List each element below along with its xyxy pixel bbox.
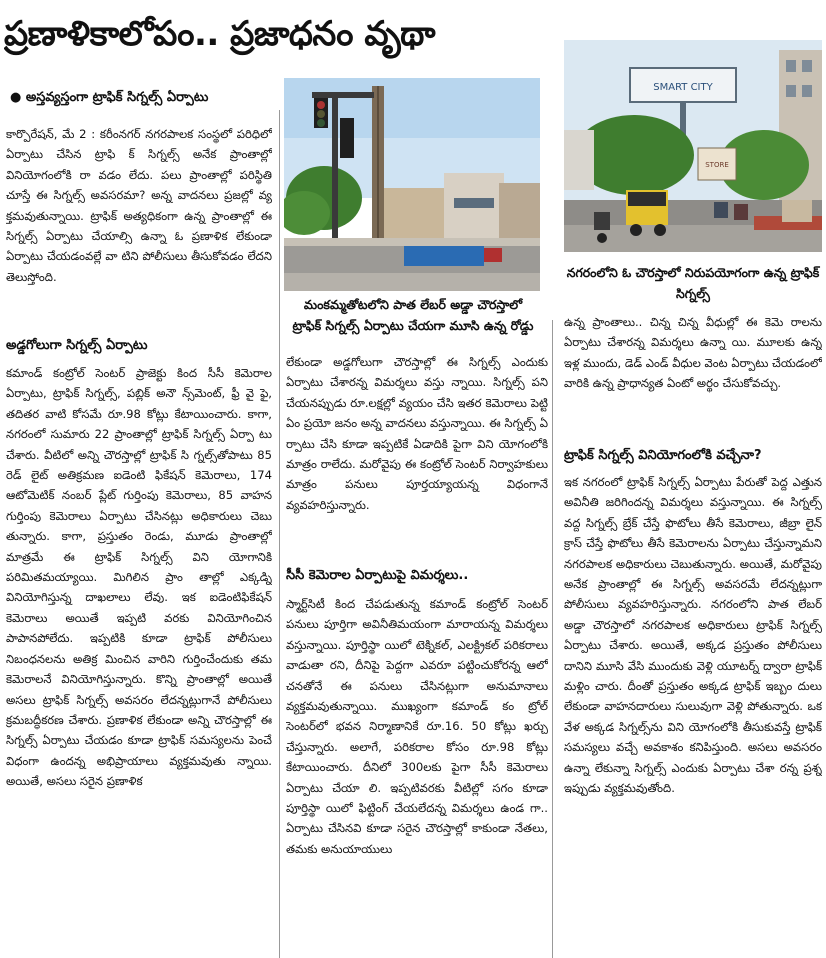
column-divider-1: [279, 110, 280, 958]
banner-text: SMART CITY: [653, 82, 713, 93]
column2-para2: [286, 594, 548, 955]
photo-city-square: [564, 40, 822, 252]
column1-subhead: అడ్డగోలుగా సిగ్నల్స్ ఏర్పాటు: [6, 338, 148, 353]
column3-para2-text: ఇక నగరంలో ట్రాఫిక్ సిగ్నల్స్ ఏర్పాటు పేరుతో పెద్ద ఎత్తున అవినీతి జరిగిందన్న విమర్శలు వస్తున్నాయి. ఈ సిగ్నల్స్ వద్ద సిగ్నల్స్ బ్రేక్ చేస్తే ఫొటోలు తీసే కెమెరాలు, జీబ్రా లైన్ క్రాస్ చేస్తే ఫొటోలు తీసే కెమెరాలను ఏర్పాటు చేస్తున్నామని నగరపాలక అధికారులు చెబుతున్నారు. అయితే, మరోవైపు అనేక ప్రాంతాల్లో ఈ సిగ్నల్స్ అవసరమే లేదన్నట్లుగా పోలీసులు వ్యవహరిస్తున్నారు. నగరంలోని పాత లేబర్ అడ్డా చౌరస్తాలో నగరపాలక అధికారులు ట్రాఫిక్ సిగ్నల్స్ ఏర్పాటు చేశారు. అయితే, అక్కడ ప్రస్తుతం పోలీసులు దానిని మూసి వేసి ముందుకు వెళ్లి యూటర్న్ ద్వారా ట్రాఫిక్ మళ్లిం చారు. దీంతో ప్రస్తుతం అక్కడ ట్రాఫిక్ ఇబ్బం దులు లేకుండా వాహనదారులు సులువుగా వెళ్లి పోతున్నారు. ఒక వేళ అక్కడ సిగ్నల్స్‌ను విని యోగంలోకి తీసుకువస్తే ట్రాఫిక్ సమస్యలు వచ్చే అవకాశం కనిపిస్తుంది. అసలు అవసరం ఉన్నా లేకున్నా సిగ్నల్స్ ఎందుకు ఏర్పాటు చేశా రన్న ప్రశ్న ఇప్పుడు వ్యక్తమవుతోంది.: [564, 475, 822, 796]
column-divider-2: [552, 320, 553, 958]
column2-para1: [286, 352, 548, 562]
column2-para1-text: లేకుండా అడ్డగోలుగా చౌరస్తాల్లో ఈ సిగ్నల్స్ ఎందుకు ఏర్పాటు చేశారన్న విమర్శలు వస్తు న్నాయి. సిగ్నల్స్ పని చేయనప్పుడు రూ.లక్షల్లో వ్యయం చేసి ఇతర కెమెరాలు పెట్టి ఏం ప్రయో జనం అన్న వాదనలు వస్తున్నాయి. ఈ సిగ్నల్స్ ఏ ర్పాటు చేసి కూడా ఇప్పటికే ఏడాదికి పైగా విని యోగంలోకి మాత్రం రాలేదు. మరోవైపు ఈ కంట్రోల్ సెంటర్ నిర్వాహకులు మాత్రం పనులు పూర్తయ్యాయన్న విధంగానే వ్యవహరిస్తున్నారు.: [286, 355, 548, 512]
bullet-icon: ●: [10, 90, 26, 105]
column1-para2-text: కమాండ్ కంట్రోల్ సెంటర్ ప్రాజెక్టు కింద సీసీ కెమెరాల ఏర్పాటు, ట్రాఫిక్ సిగ్నల్స్, పబ్లిక్ అనౌ న్స్‌మెంట్, ఫ్రీ వై ఫై, తదితర వాటి కోసమే రూ.98 కోట్లు కేటాయించారు. కాగా, నగరంలో సుమారు 22 ప్రాంతాల్లో ట్రాఫిక్ సిగ్నల్స్ ఏర్పా టు చేశారు. వీటిలో అన్ని చౌరస్తాల్లో ట్రాఫిక్ సి గ్నల్స్‌తోపాటు 85 రెడ్ లైట్ అతిక్రమణ ఐడెంటి ఫికేషన్ కెమెరాలు, 174 ఆటోమెటిక్ నంబర్ ప్లేట్ గుర్తింపు కెమెరాలు, 85 వాహన గుర్తింపు కెమెరాలు ఏర్పాటు చేసినట్లు అధికారులు చెబు తున్నారు. కాగా, ప్రస్తుతం రెండు, మూడు ప్రాంతాల్లో మాత్రమే ఈ ట్రాఫిక్ సిగ్నల్స్ విని యోగానికి పరిమితమయ్యాయి. మిగిలిన ప్రాం తాల్లో ఎక్కడ్ని వినియోగిస్తున్న దాఖలాలు లేవు. ఇక ఐడెంటిఫికేషన్ కెమెరాలు అయితే ఇప్పటి వరకు వినియోగించిన పాపానపోలేదు. ఇప్పటికి కూడా ట్రాఫిక్ పోలీసులు నిబంధనలను అతిక్ర మించిన వారిని గుర్తించేందుకు తమ కెమెరాలనే వినియోగిస్తున్నారు. కొన్ని ప్రాంతాల్లో అయితే అసలు ట్రాఫిక్ సిగ్నల్స్ అవసరం లేదన్నట్లుగానే పోలీసులు క్రమబద్ధీకరణ చేశారు. ప్రణాళిక లేకుండా అన్ని చౌరస్తాల్లో ఈ సిగ్నల్స్ ఏర్పాటు చేయడం కూడా ట్రాఫిక్ సమస్యలను పెంచే విధంగా ఉందన్న అభిప్రాయాలు వ్యక్తమవుతు న్నాయి. అయితే, అసలు సరైన ప్రణాళిక: [6, 366, 272, 789]
column2-subhead: సీసీ కెమెరాల ఏర్పాటుపై విమర్శలు..: [286, 568, 469, 583]
tagline-text: అస్తవ్యస్తంగా ట్రాఫిక్ సిగ్నల్స్ ఏర్పాటు: [25, 90, 209, 105]
column3-subhead: ట్రాఫిక్ సిగ్నల్స్ వినియోగంలోకి వచ్చేనా?: [564, 448, 762, 463]
tagline: [10, 88, 208, 108]
column3-para2: [564, 472, 822, 955]
shop-sign-text: STORE: [705, 161, 729, 169]
column2-para2-text: స్మార్ట్‌సిటీ కింద చేపడుతున్న కమాండ్ కంట్రోల్ సెంటర్ పనులు పూర్తిగా అవినీతిమయంగా మారాయన్న విమర్శలు వస్తున్నాయి. పూర్తిస్థా యిలో టెక్నికల్, ఎలక్ట్రికల్ పరికరాలు వాడుతా రని, దీనిపై పెద్దగా ఎవరూ పట్టించుకోరన్న ఆలో చనతోనే ఈ పనులు చేసినట్లుగా అనుమానాలు వ్యక్తమవుతున్నాయి. ముఖ్యంగా కమాండ్ కం ట్రోల్ సెంటర్‌లో భవన నిర్మాణానికే రూ.16. 50 కోట్లు ఖర్చు చేస్తున్నారు. అలాగే, పరికరాల కోసం రూ.98 కోట్లు కేటాయించారు. దీనిలో 300లకు పైగా సీసీ కెమెరాలు ఏర్పాటు చేయా లి. ఇప్పటివరకు వీటిల్లో సగం కూడా పూర్తిస్థా యిలో ఫిట్టింగ్ చేయలేదన్న విమర్శలు ఉండ గా.. ఏర్పాటు చేసినవి కూడా సరైన చౌరస్తాల్లో కాకుండా నేతలు, తమకు అనుయాయులు: [286, 597, 548, 856]
column1-para2: [6, 363, 272, 955]
column3-para1: [564, 312, 822, 438]
column1-para1: [6, 124, 272, 332]
photo2-caption: నగరంలోని ఓ చౌరస్తాలో నిరుపయోగంగా ఉన్న ట్రాఫిక్ సిగ్నల్స్: [566, 265, 820, 301]
photo1-caption: మంకమ్మతోటలోని పాత లేబర్ అడ్డా చౌరస్తాలో ట్రాఫిక్ సిగ్నల్స్ ఏర్పాటు చేయగా మూసి ఉన్న రోడ్డు: [292, 297, 534, 333]
column1-para1-text: కార్పొరేషన్, మే 2 : కరీంనగర్ నగరపాలక సంస్థలో పరిధిలో ఏర్పాటు చేసిన ట్రాఫి క్ సిగ్నల్స్ అనేక ప్రాంతాల్లో వినియోగంలోకి రా వడం లేదు. పలు ప్రాంతాల్లో పరిస్థితి చూస్తే ఈ సిగ్నల్స్ అవసరమా? అన్న వాదనలు ప్రజల్లో వ్య క్తమవుతున్నాయి. ట్రాఫిక్ అత్యధికంగా ఉన్న ప్రాంతాల్లో ఈ సిగ్నల్స్ ఏర్పాటు చేయాల్సి ఉన్నా ఓ ప్రణాళిక లేకుండా ఏర్పాటు చేయడంవల్లే వా టిని పోలీసులు తీసుకోవడం లేదని తెలుస్తోంది.: [6, 127, 272, 284]
column3-para1-text: ఉన్న ప్రాంతాలు.. చిన్న చిన్న వీధుల్లో ఈ కెమె రాలను ఏర్పాటు చేశారన్న విమర్శలు ఉన్నా యి. మూలకు ఉన్న ఇళ్ల ముందు, డెడ్ ఎండ్ వీధుల వెంట ఏర్పాటు చేయడంలో వారికి ఉన్న ప్రాధాన్యత ఏంటో అర్థం చేసుకోవచ్చు.: [564, 315, 822, 391]
headline: ప్రణాళికాలోపం.. ప్రజాధనం వృథా: [4, 14, 435, 54]
photo-traffic-signal-junction: [284, 78, 540, 291]
